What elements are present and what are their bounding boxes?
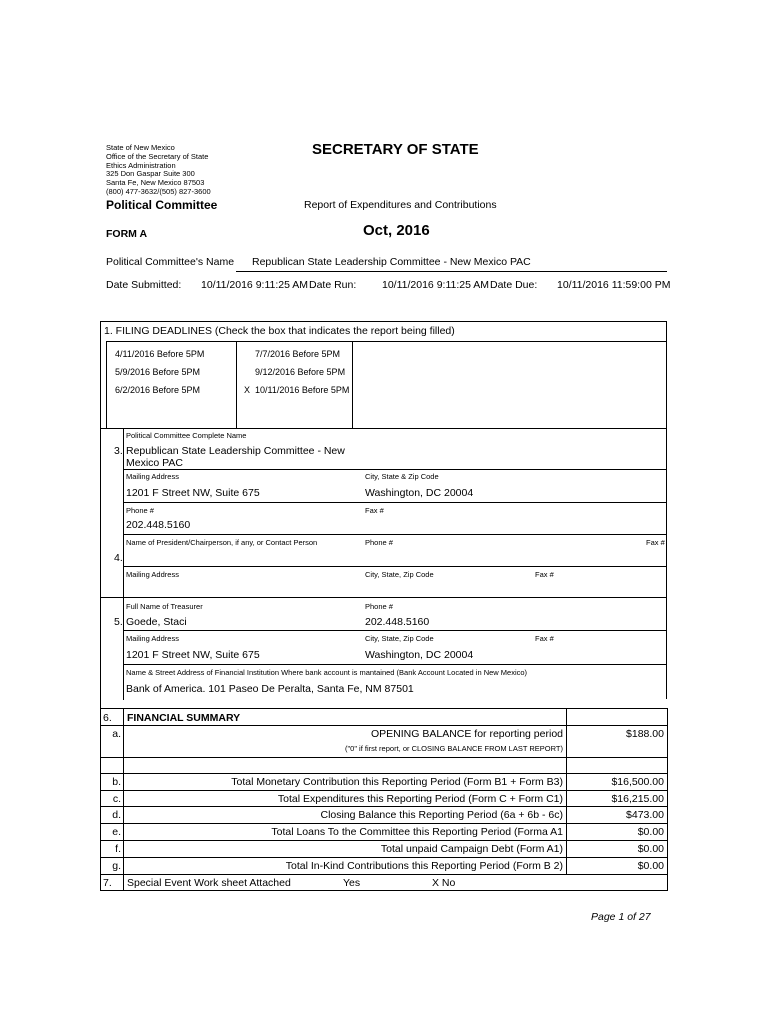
date-run-value: 10/11/2016 9:11:25 AM bbox=[382, 279, 490, 291]
row-letter: f. bbox=[115, 843, 121, 855]
bank-value: Bank of America. 101 Paseo De Peralta, Santa Fe, NM 87501 bbox=[126, 683, 414, 695]
city-state-zip-value: Washington, DC 20004 bbox=[365, 487, 474, 499]
report-period: Oct, 2016 bbox=[363, 222, 430, 239]
form-label: FORM A bbox=[106, 228, 148, 240]
summary-row-amount: $0.00 bbox=[637, 860, 664, 872]
filing-option[interactable]: 4/11/2016 Before 5PM bbox=[115, 349, 205, 359]
section-number: 5. bbox=[114, 616, 123, 628]
opening-balance-amount: $188.00 bbox=[626, 728, 664, 740]
opening-balance-note: ("0" if first report, or CLOSING BALANCE FROM LAST REPORT) bbox=[344, 744, 563, 753]
summary-row-label: Closing Balance this Reporting Period (6a + 6b - 6c) bbox=[320, 809, 563, 821]
summary-row-label: Total Expenditures this Reporting Period (Form C + Form C1) bbox=[277, 793, 563, 805]
agency-line: (800) 477-3632/(505) 827-3600 bbox=[106, 187, 211, 196]
committee-name-label: Political Committee's Name bbox=[106, 256, 235, 268]
agency-line: Santa Fe, New Mexico 87503 bbox=[106, 178, 205, 187]
report-title: Report of Expenditures and Contributions bbox=[304, 199, 497, 211]
summary-row-amount: $0.00 bbox=[637, 826, 664, 838]
city-state-zip-label: City, State & Zip Code bbox=[365, 472, 439, 481]
filing-check-mark: X bbox=[244, 385, 251, 395]
section-number: 4. bbox=[114, 552, 123, 564]
committee-type: Political Committee bbox=[106, 198, 218, 212]
mailing-address-label: Mailing Address bbox=[126, 570, 179, 579]
filing-deadlines-heading: 1. FILING DEADLINES (Check the box that indicates the report being filled) bbox=[104, 325, 455, 337]
president-fax-label: Fax # bbox=[646, 538, 665, 547]
date-due-value: 10/11/2016 11:59:00 PM bbox=[557, 279, 671, 291]
treasurer-name-label: Full Name of Treasurer bbox=[126, 602, 203, 611]
committee-name-value: Republican State Leadership Committee - New Mexico PAC bbox=[252, 256, 531, 268]
president-phone-label: Phone # bbox=[365, 538, 393, 547]
filing-option[interactable]: 9/12/2016 Before 5PM bbox=[255, 367, 346, 377]
fax-label: Fax # bbox=[365, 506, 384, 515]
date-submitted-label: Date Submitted: bbox=[106, 279, 182, 291]
phone-label: Phone # bbox=[126, 506, 154, 515]
filing-option[interactable]: 7/7/2016 Before 5PM bbox=[255, 349, 341, 359]
treasurer-city-value: Washington, DC 20004 bbox=[365, 649, 474, 661]
mailing-address-label: Mailing Address bbox=[126, 634, 179, 643]
summary-row-label: Total Loans To the Committee this Reporting Period (Forma A1 bbox=[271, 826, 563, 838]
row-letter: d. bbox=[112, 809, 121, 821]
date-submitted-value: 10/11/2016 9:11:25 AM bbox=[201, 279, 309, 291]
row-letter: e. bbox=[112, 826, 121, 838]
summary-row-label: Total unpaid Campaign Debt (Form A1) bbox=[380, 843, 563, 855]
filing-option[interactable]: 6/2/2016 Before 5PM bbox=[115, 385, 201, 395]
page-number: Page 1 of 27 bbox=[591, 911, 651, 923]
summary-row-label: Total Monetary Contribution this Reporting Period (Form B1 + Form B3) bbox=[231, 776, 563, 788]
treasurer-phone-value: 202.448.5160 bbox=[365, 616, 430, 628]
page-title: SECRETARY OF STATE bbox=[312, 141, 479, 158]
summary-row-amount: $16,215.00 bbox=[611, 793, 664, 805]
date-run-label: Date Run: bbox=[309, 279, 357, 291]
row-letter: a. bbox=[112, 728, 121, 740]
row-letter: c. bbox=[112, 793, 121, 805]
bank-label: Name & Street Address of Financial Institution Where bank account is mantained (Bank Account Located in New Mexico) bbox=[126, 668, 528, 677]
fax-label: Fax # bbox=[535, 634, 554, 643]
special-event-yes[interactable]: Yes bbox=[343, 877, 361, 889]
summary-row-amount: $0.00 bbox=[637, 843, 664, 855]
phone-value: 202.448.5160 bbox=[126, 519, 191, 531]
row-letter: b. bbox=[112, 776, 121, 788]
treasurer-mailing-value: 1201 F Street NW, Suite 675 bbox=[126, 649, 260, 661]
summary-row-amount: $16,500.00 bbox=[611, 776, 664, 788]
special-event-no[interactable]: X No bbox=[432, 877, 456, 889]
row-letter: g. bbox=[112, 860, 121, 872]
section-number: 7. bbox=[103, 877, 112, 889]
financial-summary-heading: FINANCIAL SUMMARY bbox=[127, 712, 241, 724]
date-due-label: Date Due: bbox=[490, 279, 538, 291]
city-state-zip-label: City, State, Zip Code bbox=[365, 634, 434, 643]
treasurer-name-value: Goede, Staci bbox=[126, 616, 187, 628]
committee-complete-name-cont: Mexico PAC bbox=[126, 457, 183, 469]
opening-balance-label: OPENING BALANCE for reporting period bbox=[371, 728, 563, 740]
filing-option[interactable]: 5/9/2016 Before 5PM bbox=[115, 367, 201, 377]
section-number: 6. bbox=[103, 712, 112, 724]
summary-row-amount: $473.00 bbox=[626, 809, 664, 821]
president-label: Name of President/Chairperson, if any, or Contact Person bbox=[126, 538, 318, 547]
mailing-address-value: 1201 F Street NW, Suite 675 bbox=[126, 487, 260, 499]
agency-line: 325 Don Gaspar Suite 300 bbox=[106, 169, 195, 178]
complete-name-label: Political Committee Complete Name bbox=[126, 431, 247, 440]
section-number: 3. bbox=[114, 445, 123, 457]
special-event-label: Special Event Work sheet Attached bbox=[127, 877, 291, 889]
fax-label: Fax # bbox=[535, 570, 554, 579]
treasurer-phone-label: Phone # bbox=[365, 602, 393, 611]
agency-line: State of New Mexico bbox=[106, 143, 175, 152]
city-state-zip-label: City, State, Zip Code bbox=[365, 570, 434, 579]
agency-line: Ethics Administration bbox=[106, 161, 176, 170]
agency-line: Office of the Secretary of State bbox=[106, 152, 209, 161]
committee-complete-name: Republican State Leadership Committee - New bbox=[126, 445, 345, 457]
summary-row-label: Total In-Kind Contributions this Reporting Period (Form B 2) bbox=[285, 860, 563, 872]
filing-option-selected[interactable]: 10/11/2016 Before 5PM bbox=[255, 385, 350, 395]
mailing-address-label: Mailing Address bbox=[126, 472, 179, 481]
